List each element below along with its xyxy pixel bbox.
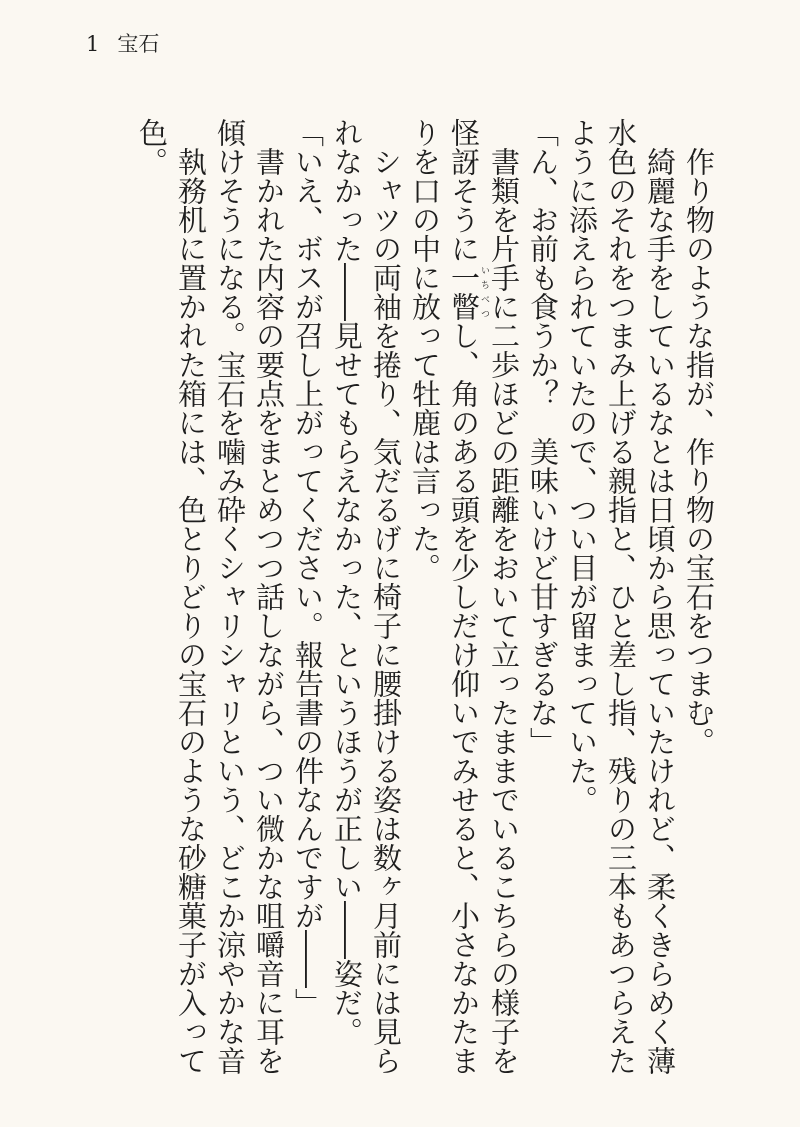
paragraph-3	[405, 118, 523, 1078]
vertical-body-text	[58, 118, 718, 1078]
page-number: 1	[86, 32, 100, 56]
dialogue-line-1: 「ん、お前も食うか？ 美味いけど甘すぎるな」	[526, 118, 560, 756]
paragraph-1: 作り物のような指が、作り物の宝石をつまむ。	[682, 147, 716, 756]
paragraph-5: 書かれた内容の要点をまとめつつ話しながら、つい微かな咀嚼音に耳を傾けそうになる。宝石を噛み砕くシャリシャリという、どこか涼やかな音	[213, 118, 286, 1075]
ruby-reading: いちべつ	[479, 263, 489, 321]
paragraph-2: 綺麗な手をしているなとは日頃から思っていたけれど、柔くきらめく薄水色のそれをつまみ上げる親指と、ひと差し指、残りの三本もあつらえたように添えられていたので、つい目が留まっていた。	[565, 118, 677, 1075]
paragraph-3-after-ruby: し、角のある頭を少しだけ仰いでみせると、小さなかたまりを口の中に放って牡鹿は言った。	[408, 118, 481, 1075]
chapter-title: 宝石	[117, 32, 160, 56]
dialogue-line-2: 「いえ、ボスが召し上がってください。報告書の件なんですが――」	[291, 118, 325, 1017]
page-header	[86, 30, 159, 58]
ruby-base: 一瞥	[447, 263, 481, 321]
paragraph-4: シャツの両袖を捲り、気だるげに椅子に腰掛ける姿は数ヶ月前には見られなかった――見せてもらえなかった、というほうが正しい――姿だ。	[330, 118, 403, 1075]
ruby-ichibetsu	[447, 263, 489, 321]
paragraph-6: 執務机に置かれた箱には、色とりどりの宝石のような砂糖菓子が入って色。	[135, 118, 208, 1075]
paragraph-3-before-ruby: 書類を片手に二歩ほどの距離をおいて立ったままでいるこちらの様子を怪訝そうに	[447, 118, 521, 1075]
